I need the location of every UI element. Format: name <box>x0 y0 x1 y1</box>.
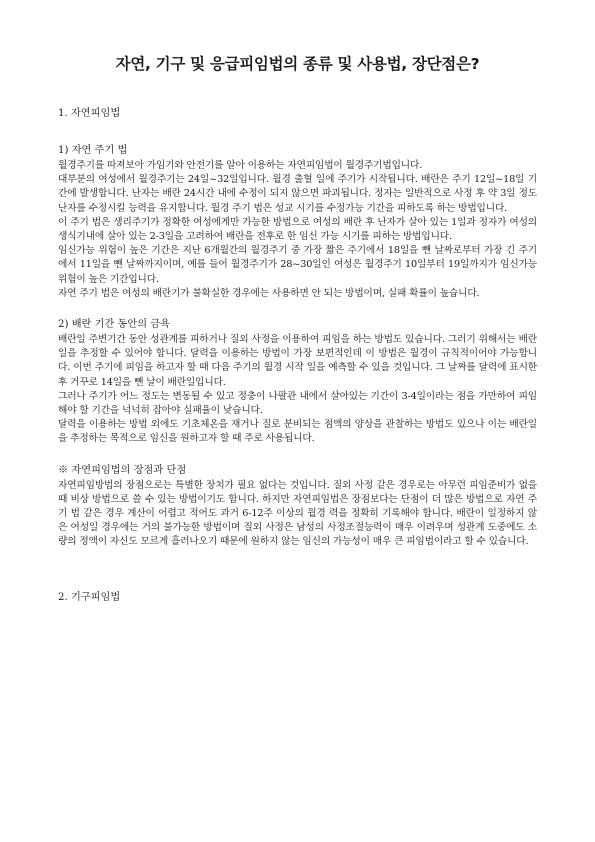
section-heading-device-contraception: 2. 기구피임법 <box>58 591 121 603</box>
paragraph: 그러나 주기가 어느 정도는 변동될 수 있고 정충이 나팔관 내에서 살아있는 기간이 3-4일이라는 점을 가만하여 피임해야 할 기간을 넉넉히 잡아야 실패율이 낮습니다. <box>58 390 537 417</box>
subsection-heading-abstinence: 2) 배란 기간 동안의 금욕 <box>58 319 170 331</box>
paragraph: 달력을 이용하는 방법 외에도 기초체온을 재거나 질로 분비되는 점액의 양상을 관찰하는 방법도 있으나 이는 배란일을 추정하는 목적으로 임신을 원하고자 할 때 주로 사용됩니다. <box>58 419 537 445</box>
paragraph: 이 주기 법은 생리주기가 정확한 여성에게만 가능한 방법으로 여성의 배란 후 난자가 살아 있는 1일과 정자가 여성의 생식기내에 살아 있는 2-3일을 고려하여 배란을 전후로 한 임신 가능 시기를 피하는 방법입니다. <box>58 216 537 243</box>
subsection-heading-calendar-method: 1) 자연 주기 법 <box>58 145 128 156</box>
paragraph: 자연 주기 법은 여성의 배란기가 불확실한 경우에는 사용하면 안 되는 방법이며, 실패 확률이 높습니다. <box>58 287 480 299</box>
section-heading-natural-contraception: 1. 자연피임법 <box>58 108 121 119</box>
paragraph: 임신가능 위험이 높은 기간은 지난 6개월간의 월경주기 중 가장 짧은 주기에서 18일을 뺀 날짜로부터 가장 긴 주기에서 11일을 뺀 날짜까지이며, 예를 들어 월경주기가 28~30일인 여성은 월경주기 10일부터 19일까지가 임신가능 위험이 높은 기간입니다. <box>58 245 537 285</box>
paragraph: 자연피임방법의 장점으로는 특별한 장치가 필요 없다는 것입니다. 질외 사정 같은 경우로는 아무런 피임준비가 없을 때 비상 방법으로 쓸 수 있는 방법이기도 합니다. 하지만 자연피임법은 장점보다는 단점이 더 많은 방법으로 자연 주기 법 같은 경우 계산이 어렵고 적어도 과거 6-12주 이상의 월경 력을 정확히 기록해야 합니다. 배란이 일정하지 않은 여성일 경우에는 거의 불가능한 방법이며 질외 사정은 남성의 사정조절능력이 매우 이려우며 성관계 도중에도 소량의 정액이 자신도 모르게 흘러나오기 때문에 원하지 않는 임신의 가능성이 매우 큰 피임법이라고 할 수 있습니다. <box>58 479 537 548</box>
paragraph: 월경주기를 따져보아 가임기와 안전기를 알아 이용하는 자연피임법이 월경주기법입니다. <box>58 160 423 171</box>
paragraph: 배란일 주변기간 동안 성관계를 피하거나 질외 사정을 이용하여 피임을 하는 방법도 있습니다. 그러기 위해서는 배란일을 추정할 수 있어야 합니다. 달력을 이용하는 방법이 가장 보편적인데 이 방법은 월경이 규칙적이어야 가능합니다. 이번 주기에 피임을 하고자 할 때 다음 주기의 월경 시작 일을 예측할 수 있을 것입니다. 그 날짜를 달력에 표시한 후 거꾸로 14일을 뺀 날이 배란일입니다. <box>58 334 537 388</box>
document-title: 자연, 기구 및 응급피임법의 종류 및 사용법, 장단점은? <box>115 55 480 73</box>
paragraph: 대부분의 여성에서 월경주기는 24일~32일입니다. 월경 출혈 일에 주기가 시작됩니다. 배란은 주기 12일~18일 기간에 발생합니다. 난자는 배란 24시간 내에 수정이 되지 않으면 파괴됩니다. 정자는 일반적으로 사정 후 약 3일 정도 난자를 수정시킬 능력을 유지합니다. 월경 주기 법은 성교 시기를 수정가능 기간을 피하도록 하는 방법입니다. <box>58 174 537 214</box>
subsection-heading-pros-cons: ※ 자연피임법의 장점과 단점 <box>58 464 187 476</box>
